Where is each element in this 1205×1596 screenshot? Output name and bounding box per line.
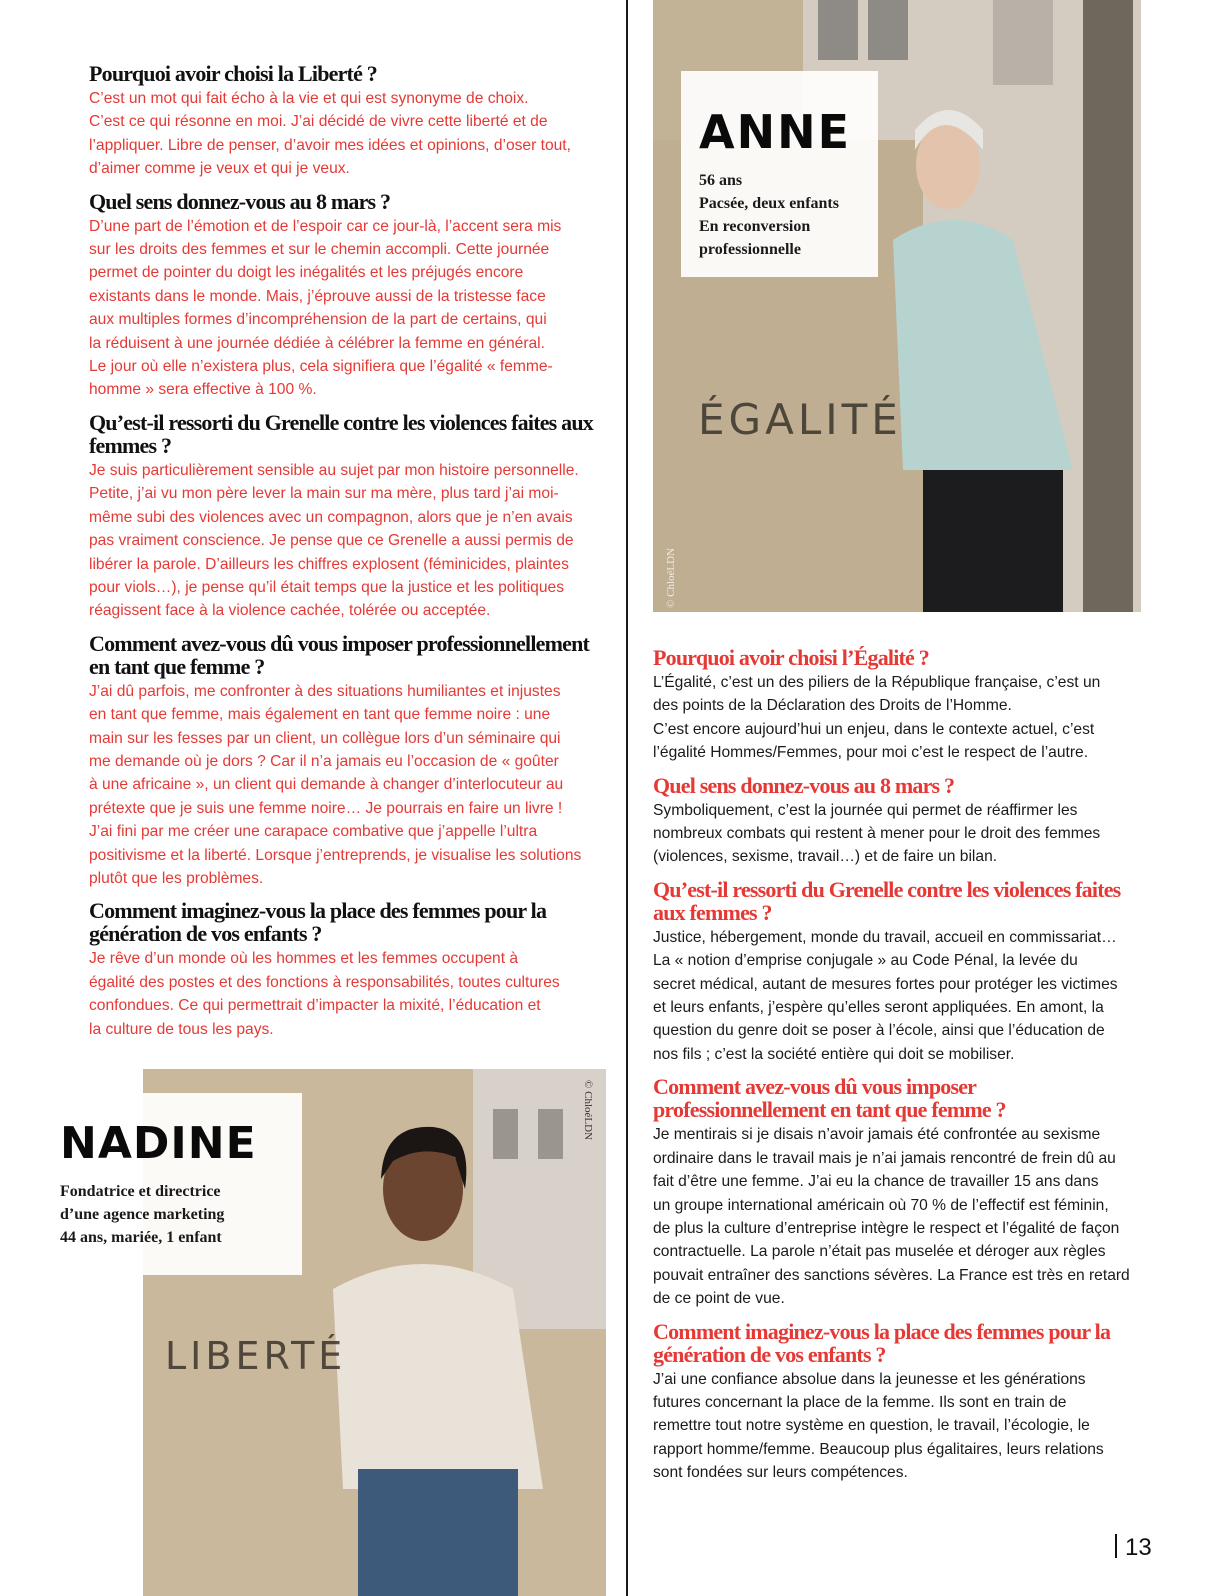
answer-text: L’Égalité, c’est un des piliers de la République française, c’est un des points de la Déclaration des Droits de l’Homme. C’est encore aujourd’hui un enjeu, dans le contexte actuel, c’est l’égalité Hommes/Femmes, pour moi c’est le respect de l’autre. xyxy=(653,674,1101,762)
page-number-value: 13 xyxy=(1125,1534,1152,1561)
nadine-photo-credit: © ChloéLDN xyxy=(582,1080,594,1140)
anne-info xyxy=(699,169,874,261)
question-heading: Quel sens donnez-vous au 8 mars ? xyxy=(89,188,391,214)
anne-name: ANNE xyxy=(699,105,852,159)
question-heading: Comment avez-vous dû vous imposer professionnellement en tant que femme ? xyxy=(89,630,590,679)
nadine-name: NADINE xyxy=(60,1118,257,1169)
page-number-bar xyxy=(1115,1534,1117,1558)
answer-text: Je rêve d’un monde où les hommes et les femmes occupent à égalité des postes et des fonctions à responsabilités, toutes cultures confondues. Ce qui permettrait d’impacter la mixité, l’éducation et la culture de tous les pays. xyxy=(89,950,560,1038)
answer-text: J’ai une confiance absolue dans la jeunesse et les générations futures concernant la place de la femme. Ils sont en train de remettre tout notre système en question, le travail, l’écologie, le rapport homme/femme. Beaucoup plus égalitaires, leurs relations sont fondées sur leurs compétences. xyxy=(653,1370,1104,1482)
answer-text: C’est un mot qui fait écho à la vie et qui est synonyme de choix. C’est ce qui résonne en moi. J’ai décidé de vivre cette liberté et de l’appliquer. Libre de penser, d’avoir mes idées et opinions, d’oser tout, d’aimer comme je veux et qui je veux. xyxy=(89,90,571,178)
question-heading: Quel sens donnez-vous au 8 mars ? xyxy=(653,772,955,798)
answer-text: D’une part de l’émotion et de l’espoir car ce jour-là, l’accent sera mis sur les droits des femmes et sur le chemin accompli. Cette journée permet de pointer du doigt les inégalités et les préjugés encore existants dans le monde. Mais, j’éprouve aussi de la tristesse face aux multiples formes d’incompréhension de la part de certains, qui la réduisent à une journée dédiée à célébrer la femme en général. Le jour où elle n’existera plus, cela signifiera que l’égalité « femme- homme » sera effective à 100 %. xyxy=(89,217,562,399)
carved-word-egalite: ÉGALITÉ xyxy=(698,395,902,444)
answer-text: Justice, hébergement, monde du travail, accueil en commissariat… La « notion d’emprise conjugale » au Code Pénal, la levée du secret médical, autant de mesures fortes pour protéger les victimes et leurs enfants, j’espère qu’elles seront appliquées. En amont, la question du genre doit se poser à l’école, ainsi que l’éducation de nos fils ; c’est la société entière qui doit se mobiliser. xyxy=(653,928,1118,1063)
nadine-info-line: 44 ans, mariée, 1 enfant xyxy=(60,1229,222,1246)
nadine-info xyxy=(60,1180,300,1249)
nadine-info-line: d’une agence marketing xyxy=(60,1206,225,1223)
carved-word-liberte: LIBERTÉ xyxy=(165,1334,347,1378)
question-heading: Qu’est-il ressorti du Grenelle contre les violences faites aux femmes ? xyxy=(89,409,593,458)
anne-photo-credit: © ChloéLDN xyxy=(665,548,677,608)
question-heading: Pourquoi avoir choisi l’Égalité ? xyxy=(653,645,929,670)
answer-text: Symboliquement, c’est la journée qui permet de réaffirmer les nombreux combats qui restent à mener pour le droit des femmes (violences, sexisme, travail…) et de faire un bilan. xyxy=(653,801,1101,866)
anne-info-line: professionnelle xyxy=(699,241,801,258)
answer-text: J’ai dû parfois, me confronter à des situations humiliantes et injustes en tant que femme, mais également en tant que femme noire : une main sur les fesses par un client, un collègue lors d’un séminaire qui me demande où je dors ? Car il n’a jamais eu l’occasion de « goûter à une africaine », un client qui demande à changer d’interlocuteur au prétexte que je suis une femme noire… Je pourrais en faire un livre ! J’ai fini par me créer une carapace combative que j’appelle l’ultra positivisme et la liberté. Lorsque j’entreprends, je visualise les solutions plutôt que les problèmes. xyxy=(89,682,582,887)
question-heading: Qu’est-il ressorti du Grenelle contre les violences faites aux femmes ? xyxy=(653,876,1121,925)
left-interview-column xyxy=(89,62,605,1050)
anne-info-line: En reconversion xyxy=(699,218,811,235)
answer-text: Je suis particulièrement sensible au sujet par mon histoire personnelle. Petite, j’ai vu mon père lever la main sur ma mère, plus tard j’ai moi- même subi des violences avec un compagnon, alors que je n’en avais pas vraiment conscience. Je pense que ce Grenelle a aussi permis de libérer la parole. D’ailleurs les chiffres explosent (féminicides, plaintes pour viols…), je pense qu’il était temps que la justice et les politiques réagissent face à la violence cachée, tolérée ou acceptée. xyxy=(89,461,579,620)
anne-info-line: 56 ans xyxy=(699,172,743,189)
question-heading: Comment imaginez-vous la place des femmes pour la génération de vos enfants ? xyxy=(89,898,547,947)
question-heading: Pourquoi avoir choisi la Liberté ? xyxy=(89,61,377,86)
page-number xyxy=(1115,1534,1152,1562)
right-interview-column xyxy=(653,646,1143,1494)
anne-info-line: Pacsée, deux enfants xyxy=(699,195,839,212)
column-divider xyxy=(626,0,628,1596)
question-heading: Comment imaginez-vous la place des femmes pour la génération de vos enfants ? xyxy=(653,1318,1111,1367)
answer-text: Je mentirais si je disais n’avoir jamais été confrontée au sexisme ordinaire dans le travail mais je n’ai jamais rencontré de frein dû au fait d’être une femme. J’ai eu la chance de travailler 15 ans dans un groupe international américain où 70 % de l’effectif est féminin, de plus la culture d’entreprise intègre le respect et l’égalité de façon contractuelle. La parole n’était pas muselée et déroger aux règles pouvait entraîner des sanctions sévères. La France est très en retard de ce point de vue. xyxy=(653,1126,1130,1308)
question-heading: Comment avez-vous dû vous imposer professionnellement en tant que femme ? xyxy=(653,1074,1006,1123)
nadine-info-line: Fondatrice et directrice xyxy=(60,1183,221,1200)
